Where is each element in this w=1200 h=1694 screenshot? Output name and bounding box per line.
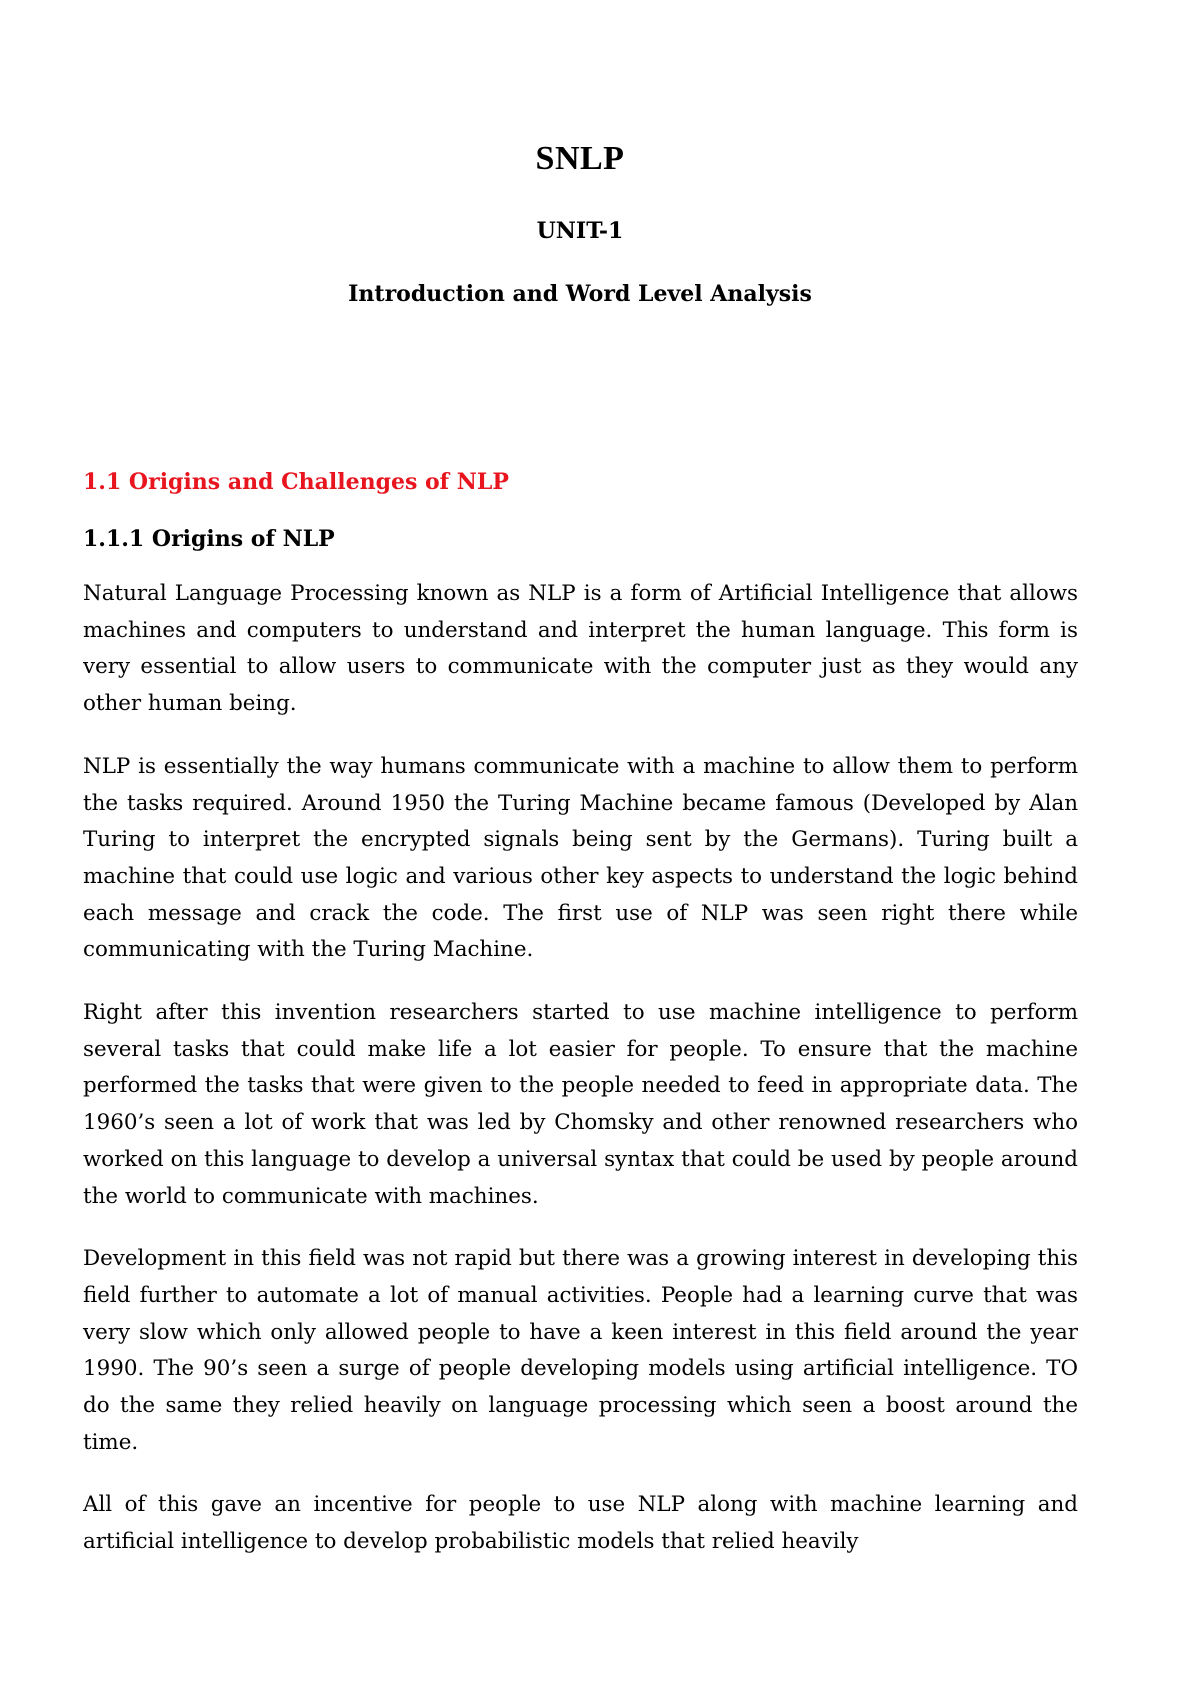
section-heading: 1.1 Origins and Challenges of NLP: [83, 469, 509, 495]
paragraph: All of this gave an incentive for people to use NLP along with machine learning and artificial intelligence to develop probabilistic models that relied heavily: [83, 1492, 1078, 1555]
subsection-heading: 1.1.1 Origins of NLP: [83, 526, 335, 552]
unit-label: UNIT-1: [536, 218, 624, 244]
paragraph: Development in this field was not rapid but there was a growing interest in developing this field further to automate a lot of manual activities. People had a learning curve that was very slow which only allowed people to have a keen interest in this field around the year 1990. The 90’s seen a surge of people developing models using artificial intelligence. TO do the same they relied heavily on language processing which seen a boost around the time.: [83, 1246, 1078, 1455]
document-title: SNLP: [535, 140, 625, 177]
paragraph: Natural Language Processing known as NLP is a form of Artificial Intelligence that allows machines and computers to understand and interpret the human language. This form is very essential to allow users to communicate with the computer just as they would any other human being.: [83, 581, 1078, 717]
paragraph: Right after this invention researchers started to use machine intelligence to perform several tasks that could make life a lot easier for people. To ensure that the machine performed the tasks that were given to the people needed to feed in appropriate data. The 1960’s seen a lot of work that was led by Chomsky and other renowned researchers who worked on this language to develop a universal syntax that could be used by people around the world to communicate with machines.: [83, 1000, 1078, 1209]
paragraph: NLP is essentially the way humans communicate with a machine to allow them to perform the tasks required. Around 1950 the Turing Machine became famous (Developed by Alan Turing to interpret the encrypted signals being sent by the Germans). Turing built a machine that could use logic and various other key aspects to understand the logic behind each message and crack the code. The first use of NLP was seen right there while communicating with the Turing Machine.: [83, 753, 1078, 963]
unit-subtitle: Introduction and Word Level Analysis: [348, 281, 812, 307]
document-body: [83, 466, 1078, 1587]
